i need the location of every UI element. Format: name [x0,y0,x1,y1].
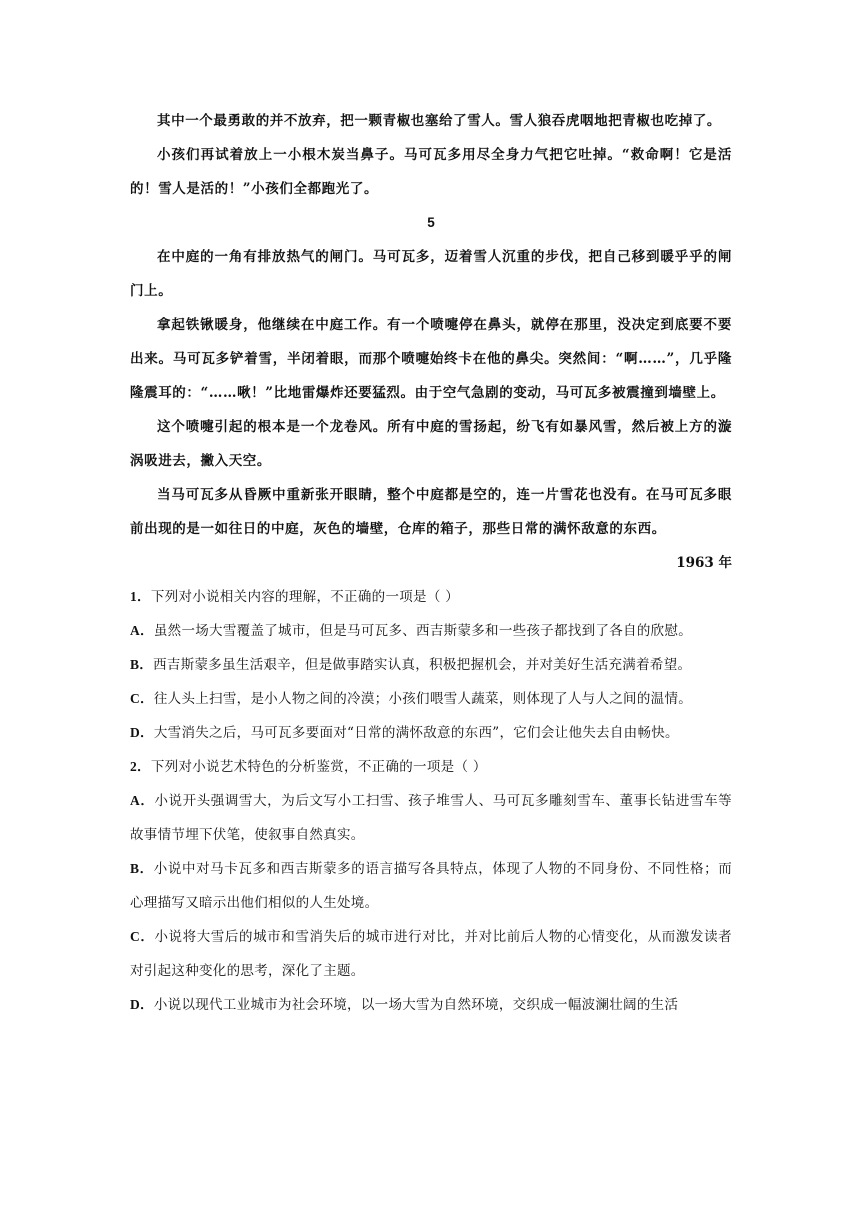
question-stem [130,750,732,784]
page-content [130,104,732,1022]
option-c [130,920,732,988]
option-label: D． [130,997,154,1012]
option-text: 西吉斯蒙多虽生活艰辛，但是做事踏实认真，积极把握机会，并对美好生活充满着希望。 [153,657,692,673]
option-text: 往人头上扫雪，是小人物之间的冷漠；小孩们喂雪人蔬菜，则体现了人与人之间的温情。 [153,691,693,707]
option-label: B． [130,657,154,672]
option-label: C． [130,929,155,944]
option-label: A． [130,623,154,638]
option-text: 小说将大雪后的城市和雪消失后的城市进行对比，并对比前后人物的心情变化，从而激发读者对引起这种变化的思考，深化了主题。 [130,929,732,979]
option-label: C． [130,691,154,706]
option-a [130,614,732,648]
option-d [130,716,732,750]
option-label: D． [130,725,154,740]
option-text: 小说中对马卡瓦多和西吉斯蒙多的语言描写各具特点，体现了人物的不同身份、不同性格；而心理描写又暗示出他们相似的人生处境。 [130,861,732,911]
story-paragraph: 当马可瓦多从昏厥中重新张开眼睛，整个中庭都是空的，连一片雪花也没有。在马可瓦多眼前出现的是一如往日的中庭，灰色的墙壁，仓库的箱子，那些日常的满怀敌意的东西。 [130,487,732,537]
story-paragraph: 其中一个最勇敢的并不放弃，把一颗青椒也塞给了雪人。雪人狼吞虎咽地把青椒也吃掉了。 [157,113,721,129]
question-text: 下列对小说艺术特色的分析鉴赏，不正确的一项是（ ） [150,759,487,775]
question-number: 1． [130,589,151,604]
story-paragraph: 在中庭的一角有排放热气的闸门。马可瓦多，迈着雪人沉重的步伐，把自己移到暖乎乎的闸门上。 [130,249,732,299]
option-c [130,682,732,716]
story-paragraph: 这个喷嚏引起的根本是一个龙卷风。所有中庭的雪扬起，纷飞有如暴风雪，然后被上方的漩涡吸进去，撇入天空。 [130,419,732,469]
option-text: 虽然一场大雪覆盖了城市，但是马可瓦多、西吉斯蒙多和一些孩子都找到了各自的欣慰。 [153,623,693,639]
question-2 [130,750,732,1022]
question-stem [130,580,732,614]
option-text: 小说以现代工业城市为社会环境，以一场大雪为自然环境，交织成一幅波澜壮阔的生活 [153,997,679,1013]
question-text: 下列对小说相关内容的理解，不正确的一项是（ ） [150,589,460,605]
option-text: 小说开头强调雪大，为后文写小工扫雪、孩子堆雪人、马可瓦多雕刻雪车、董事长钻进雪车等故事情节埋下伏笔，使叙事自然真实。 [130,793,732,843]
section-number: 5 [427,215,435,230]
story-date: 1963 年 [676,555,732,571]
option-text: 大雪消失之后，马可瓦多要面对“日常的满怀敌意的东西”，它们会让他失去自由畅快。 [153,725,679,741]
option-b [130,648,732,682]
question-1 [130,580,732,750]
option-b [130,852,732,920]
question-number: 2． [130,759,151,774]
option-d [130,988,732,1022]
option-label: A． [130,793,155,808]
story-paragraph: 拿起铁锹暖身，他继续在中庭工作。有一个喷嚏停在鼻头，就停在那里，没决定到底要不要出来。马可瓦多铲着雪，半闭着眼，而那个喷嚏始终卡在他的鼻尖。突然间：“啊……”，几乎隆隆震耳的：“……啾！”比地雷爆炸还要猛烈。由于空气急剧的变动，马可瓦多被震撞到墙壁上。 [130,317,732,401]
option-label: B． [130,861,154,876]
story-paragraph: 小孩们再试着放上一小根木炭当鼻子。马可瓦多用尽全身力气把它吐掉。“救命啊！它是活的！雪人是活的！”小孩们全都跑光了。 [130,147,732,197]
option-a [130,784,732,852]
